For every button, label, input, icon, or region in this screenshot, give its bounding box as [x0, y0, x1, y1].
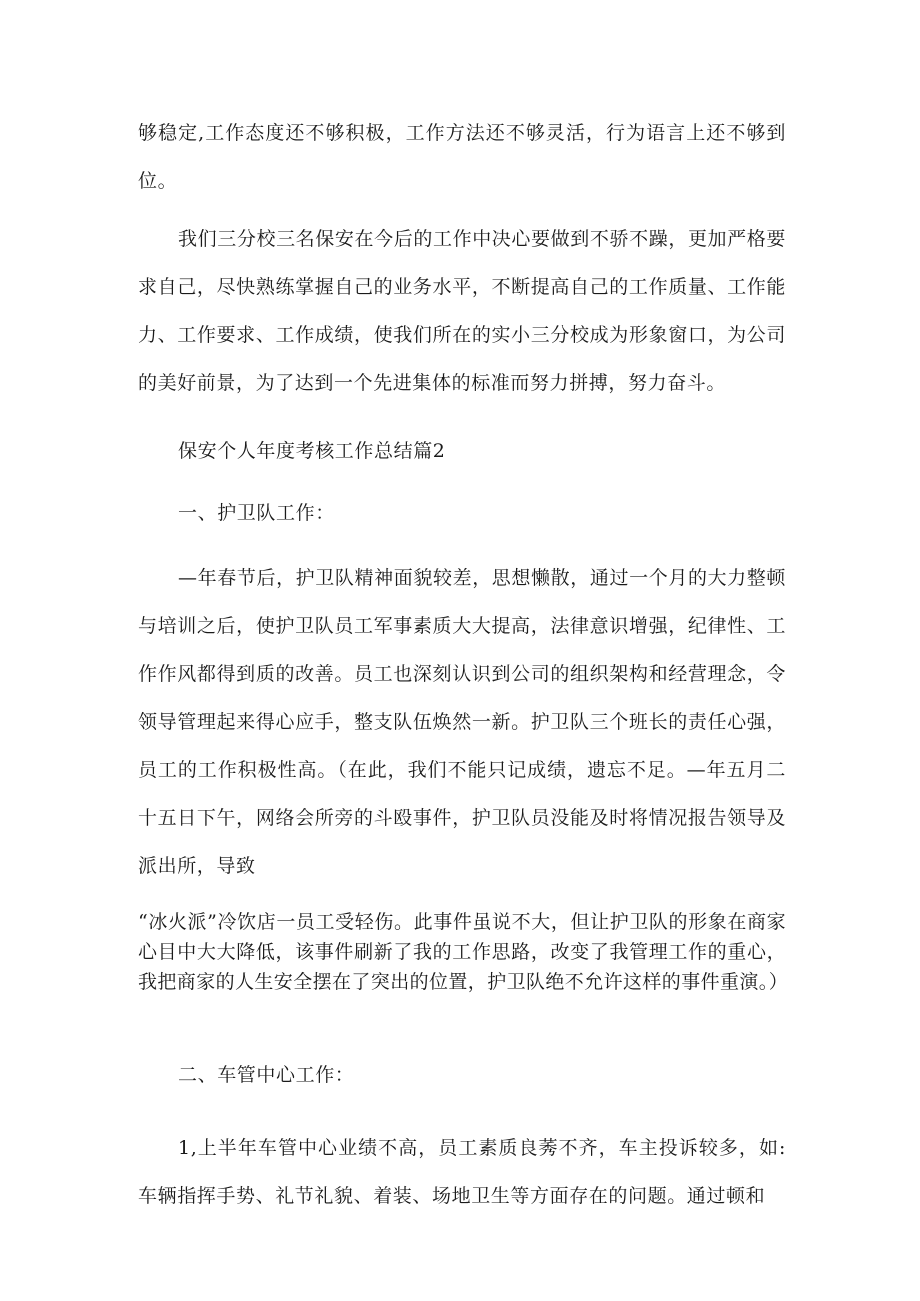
paragraph-continued: 够稳定,工作态度还不够积极，工作方法还不够灵活，行为语言上还不够到位。 — [138, 122, 786, 192]
section-heading-vehicle-center: 二、车管中心工作： — [178, 1064, 355, 1086]
section-heading-guard-team: 一、护卫队工作： — [178, 502, 335, 524]
paragraph-incident: “冰火派”冷饮店一员工受轻伤。此事件虽说不大，但让护卫队的形象在商家心目中大大降低，该事件刷新了我的工作思路，改变了我管理工作的重心，我把商家的人生安全摆在了突出的位置，护卫队绝不允许这样的事件重演。） — [138, 911, 789, 993]
paragraph-resolution: 我们三分校三名保安在今后的工作中决心要做到不骄不躁，更加严格要求自己，尽快熟练掌握自己的业务水平，不断提高自己的工作质量、工作能力、工作要求、工作成绩，使我们所在的实小三分校成为形象窗口，为公司的美好前景，为了达到一个先进集体的标准而努力拼搏，努力奋斗。 — [138, 228, 786, 394]
section-title: 保安个人年度考核工作总结篇2 — [178, 440, 446, 462]
paragraph-vehicle-center: 1,上半年车管中心业绩不高，员工素质良莠不齐，车主投诉较多，如:车辆指挥手势、礼节礼貌、着装、场地卫生等方面存在的问题。通过顿和 — [138, 1137, 786, 1207]
paragraph-guard-team: —年春节后，护卫队精神面貌较差，思想懒散，通过一个月的大力整顿与培训之后，使护卫队员工军事素质大大提高，法律意识增强，纪律性、工作作风都得到质的改善。员工也深刻认识到公司的组织架构和经营理念，令领导管理起来得心应手，整支队伍焕然一新。护卫队三个班长的责任心强，员工的工作积极性高。（在此，我们不能只记成绩，遗忘不足。—年五月二十五日下午，网络会所旁的斗殴事件，护卫队员没能及时将情况报告领导及派出所，导致 — [138, 567, 786, 877]
